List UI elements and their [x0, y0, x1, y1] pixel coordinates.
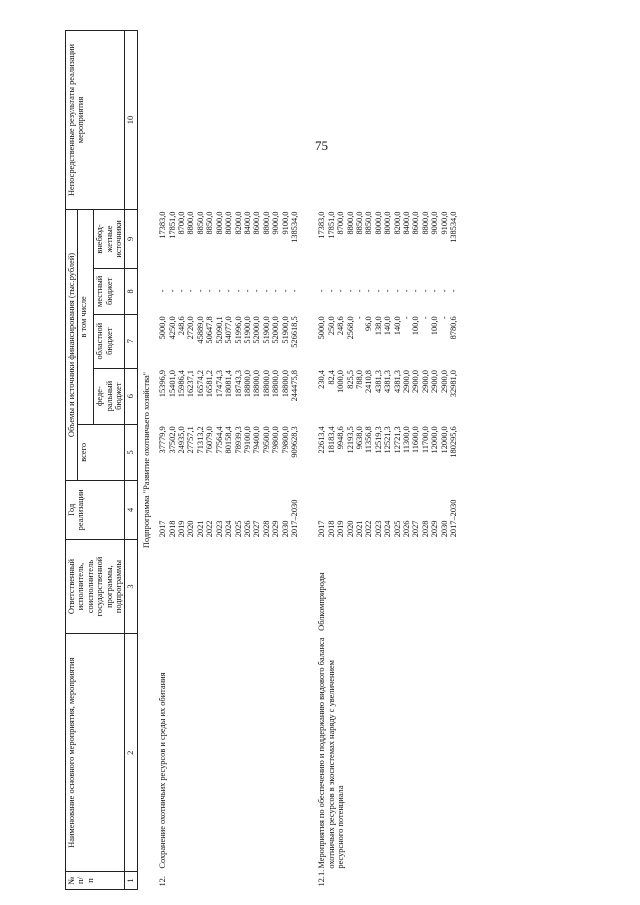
cell-value: 27757,1: [186, 426, 196, 454]
cell-value: 76079,0: [205, 426, 215, 454]
cell-value: -: [205, 289, 215, 293]
cell-value: 2023: [373, 520, 383, 538]
cell-value: 2410,8: [364, 370, 374, 394]
cell-value: 9000,0: [271, 211, 281, 235]
cell-value: 17851,0: [326, 211, 336, 239]
row-results: [157, 31, 300, 210]
cell-value: 15396,9: [158, 370, 168, 398]
row-executor: Облкомприроды: [317, 572, 327, 631]
cell-value: 82,4: [326, 370, 336, 385]
cell-value: 4250,0: [167, 316, 177, 340]
cell-value: 71313,2: [195, 426, 205, 454]
cell-value: 79500,0: [261, 426, 271, 454]
cell-value: -: [383, 289, 393, 293]
cell-value: 2900,0: [411, 370, 421, 394]
header-financing-group: Объемы и источники финансирования (тыс.рублей): [66, 210, 78, 481]
cell-value: 77564,4: [214, 426, 224, 454]
cell-value: 140,0: [392, 316, 402, 336]
cell-value: -: [373, 289, 383, 293]
cell-value: 2017–2030: [289, 499, 299, 538]
cell-value: 2900,0: [402, 370, 411, 394]
cell-value: -: [354, 289, 364, 293]
cell-value: 11700,0: [420, 426, 430, 454]
cell-value: 4381,3: [373, 370, 383, 394]
header-col-extra: внебюд-жетные источники: [94, 210, 125, 269]
cell-value: 8200,0: [233, 211, 243, 235]
cell-value: 2030: [439, 520, 449, 538]
header-col-name: Наименование основного мероприятия, мероприятия: [66, 634, 125, 872]
cell-value: 140,0: [383, 316, 393, 336]
cell-value: 15401,0: [167, 370, 177, 398]
cell-value: 250,0: [326, 316, 336, 336]
cell-value: 8000,0: [214, 211, 224, 235]
cell-value: 248,6: [177, 316, 187, 336]
cell-value: -: [214, 289, 224, 293]
cell-value: -: [177, 289, 187, 293]
cell-value: 50647,8: [205, 316, 215, 344]
cell-value: 79800,0: [280, 426, 290, 454]
financing-table: [65, 30, 459, 890]
cell-value: 2568,0: [345, 316, 355, 340]
cell-value: 12000,0: [430, 426, 440, 454]
cell-value: 12000,0: [439, 426, 449, 454]
cell-value: -: [345, 289, 355, 293]
cell-value: 2022: [205, 520, 215, 538]
cell-value: 18800,0: [280, 370, 290, 398]
cell-value: 8800,0: [261, 211, 271, 235]
col-index: 9: [125, 210, 137, 269]
cell-value: -: [242, 289, 252, 293]
cell-value: 18183,4: [326, 426, 336, 454]
cell-value: -: [439, 316, 449, 320]
cell-value: 9000,0: [430, 211, 440, 235]
cell-value: 37502,0: [167, 426, 177, 454]
row-executor: [157, 539, 300, 634]
cell-value: 8850,0: [364, 211, 374, 235]
col-index: 7: [125, 314, 137, 368]
cell-value: 2025: [392, 520, 402, 538]
cell-value: 8700,0: [177, 211, 187, 235]
cell-value: -: [252, 289, 262, 293]
cell-value: 79400,0: [252, 426, 262, 454]
row-extra: [157, 210, 300, 269]
cell-value: 51900,0: [261, 316, 271, 344]
cell-value: 2029: [271, 520, 281, 538]
cell-value: 12521,3: [383, 426, 393, 454]
cell-value: 79800,0: [271, 426, 281, 454]
cell-value: 80158,4: [224, 426, 234, 454]
cell-value: 8850,0: [205, 211, 215, 235]
header-number-row: [125, 31, 137, 890]
cell-value: -: [224, 289, 234, 293]
cell-value: 8400,0: [402, 211, 411, 235]
cell-value: 2029: [430, 520, 440, 538]
rotated-table-sheet: [65, 30, 605, 890]
cell-value: 11300,0: [402, 426, 411, 454]
table-body: [137, 31, 459, 890]
row-years: [157, 480, 300, 539]
row-results: [316, 31, 459, 210]
cell-value: -: [317, 289, 327, 293]
cell-value: -: [392, 289, 402, 293]
cell-value: 9638,0: [354, 426, 364, 450]
cell-value: 2017: [158, 520, 168, 538]
cell-value: -: [195, 289, 205, 293]
cell-value: 9100,0: [280, 211, 290, 235]
cell-value: 2720,0: [186, 316, 196, 340]
cell-value: 4381,3: [392, 370, 402, 394]
header-incl: в том числе: [78, 210, 94, 425]
row-total: [157, 424, 300, 480]
cell-value: 2023: [214, 520, 224, 538]
col-index: 1: [125, 872, 137, 890]
cell-value: 2024: [224, 520, 234, 538]
cell-value: 17851,0: [167, 211, 177, 239]
cell-value: 788,0: [354, 370, 364, 389]
header-col-year: Год реализации: [66, 480, 125, 539]
cell-value: -: [402, 289, 411, 293]
cell-value: 138,0: [373, 316, 383, 336]
cell-value: -: [326, 289, 336, 293]
cell-value: 138534,0: [449, 211, 459, 243]
cell-value: -: [364, 289, 374, 293]
cell-value: -: [158, 289, 168, 293]
cell-value: 18800,0: [261, 370, 271, 398]
cell-value: 8200,0: [392, 211, 402, 235]
cell-value: -: [354, 316, 364, 320]
cell-value: 2024: [383, 520, 393, 538]
header-col-num: № п/п: [66, 872, 125, 890]
cell-value: 8800,0: [345, 211, 355, 235]
cell-value: 18081,4: [224, 370, 234, 398]
cell-value: 2025: [233, 520, 243, 538]
cell-value: 11356,8: [364, 426, 374, 454]
cell-value: 526618,5: [289, 316, 299, 348]
cell-value: 15986,4: [177, 370, 187, 398]
table-header: [66, 31, 138, 890]
cell-value: -: [336, 289, 346, 293]
cell-value: 2026: [402, 520, 411, 538]
cell-value: 825,5: [345, 370, 355, 389]
cell-value: 2028: [261, 520, 271, 538]
cell-value: 12721,3: [392, 426, 402, 454]
cell-value: 2027: [252, 520, 262, 538]
cell-value: 138534,0: [289, 211, 299, 243]
cell-value: 8400,0: [242, 211, 252, 235]
cell-value: 2020: [345, 520, 355, 538]
cell-value: 8000,0: [383, 211, 393, 235]
header-col-total: всего: [78, 424, 125, 480]
cell-value: 17383,0: [317, 211, 327, 239]
header-col-local: местный бюджет: [94, 268, 125, 314]
cell-value: 8780,6: [449, 316, 459, 340]
cell-value: 2027: [411, 520, 421, 538]
cell-value: 5000,0: [158, 316, 168, 340]
cell-value: 2900,0: [430, 370, 440, 394]
cell-value: -: [430, 289, 440, 293]
row-local: [157, 268, 300, 314]
cell-value: 37779,9: [158, 426, 168, 454]
cell-value: 17383,0: [158, 211, 168, 239]
cell-value: -: [420, 316, 430, 320]
cell-value: 9948,6: [336, 426, 346, 450]
row-number: 12.: [158, 876, 168, 887]
cell-value: -: [271, 289, 281, 293]
cell-value: 22613,4: [317, 426, 327, 454]
col-index: 10: [125, 31, 137, 210]
cell-value: 248,6: [336, 316, 346, 336]
cell-value: 5000,0: [317, 316, 327, 340]
cell-value: 909628,3: [289, 426, 299, 458]
cell-value: 100,0: [430, 316, 440, 336]
col-index: 5: [125, 424, 137, 480]
row-name: Мероприятия по обеспечению и поддержанию видового баланса охотничьих ресурсов в экосистемах наряду с увеличением ресурсного потенциала: [317, 637, 346, 869]
cell-value: -: [420, 289, 430, 293]
col-index: 4: [125, 480, 137, 539]
cell-value: -: [402, 316, 411, 320]
cell-value: 2017: [317, 520, 327, 538]
cell-value: 16581,2: [205, 370, 215, 398]
header-col-results: Непосредственные результаты реализации мероприятия: [66, 31, 125, 210]
cell-value: 8600,0: [411, 211, 421, 235]
header-col-federal: феде-ральный бюджет: [94, 368, 125, 424]
row-name: Сохранение охотничьих ресурсов и среды их обитания: [158, 672, 168, 869]
table-row: [316, 31, 459, 890]
cell-value: 52000,0: [252, 316, 262, 344]
row-federal: [157, 368, 300, 424]
subprogram-title: Подпрограмма "Развитие охотничьего хозяйства": [141, 371, 151, 549]
cell-value: 8850,0: [354, 211, 364, 235]
cell-value: -: [261, 289, 271, 293]
cell-value: 2900,0: [420, 370, 430, 394]
cell-value: 8700,0: [336, 211, 346, 235]
cell-value: 45889,0: [195, 316, 205, 344]
cell-value: -: [167, 289, 177, 293]
cell-value: 2021: [195, 520, 205, 538]
cell-value: 2021: [354, 520, 364, 538]
row-local: [316, 268, 459, 314]
cell-value: 51900,0: [280, 316, 290, 344]
row-regional: [316, 314, 459, 368]
cell-value: 2900,0: [439, 370, 449, 394]
cell-value: 2020: [186, 520, 196, 538]
col-index: 8: [125, 268, 137, 314]
row-federal: [316, 368, 459, 424]
cell-value: -: [411, 289, 421, 293]
row-years: [316, 480, 459, 539]
cell-value: 8600,0: [252, 211, 262, 235]
cell-value: 18743,3: [233, 370, 243, 398]
header-col-executor: Ответственный исполнитель, соисполнитель государственной программы, подпрограммы: [66, 539, 125, 634]
cell-value: 2019: [177, 520, 187, 538]
col-index: 2: [125, 634, 137, 872]
table-row: [157, 31, 300, 890]
cell-value: 2018: [167, 520, 177, 538]
cell-value: 17474,3: [214, 370, 224, 398]
cell-value: -: [439, 289, 449, 293]
page-number: 75: [315, 138, 328, 153]
cell-value: -: [233, 289, 243, 293]
cell-value: 12519,3: [373, 426, 383, 454]
cell-value: 8000,0: [373, 211, 383, 235]
cell-value: 52090,1: [214, 316, 224, 344]
row-total: [316, 424, 459, 480]
cell-value: 51996,0: [233, 316, 243, 344]
cell-value: 52000,0: [271, 316, 281, 344]
cell-value: -: [280, 289, 290, 293]
cell-value: 24935,0: [177, 426, 187, 454]
cell-value: 4381,3: [383, 370, 393, 394]
cell-value: 2028: [420, 520, 430, 538]
col-index: 3: [125, 539, 137, 634]
cell-value: 16574,2: [195, 370, 205, 398]
cell-value: 1000,0: [336, 370, 346, 394]
cell-value: 11600,0: [411, 426, 421, 454]
row-extra: [316, 210, 459, 269]
cell-value: 230,4: [317, 370, 327, 389]
cell-value: 100,0: [411, 316, 421, 336]
header-col-regional: областной бюджет: [94, 314, 125, 368]
cell-value: 18800,0: [252, 370, 262, 398]
cell-value: 16237,1: [186, 370, 196, 398]
cell-value: 78939,3: [233, 426, 243, 454]
cell-value: 32981,0: [449, 370, 459, 398]
cell-value: 244475,8: [289, 370, 299, 402]
cell-value: -: [289, 289, 299, 293]
cell-value: 96,0: [364, 316, 374, 331]
cell-value: 2018: [326, 520, 336, 538]
cell-value: 2017–2030: [449, 499, 459, 538]
row-regional: [157, 314, 300, 368]
cell-value: 2026: [242, 520, 252, 538]
cell-value: 79100,0: [242, 426, 252, 454]
cell-value: 9100,0: [439, 211, 449, 235]
cell-value: 18800,0: [242, 370, 252, 398]
cell-value: -: [449, 289, 459, 293]
cell-value: 8850,0: [195, 211, 205, 235]
cell-value: 8000,0: [224, 211, 234, 235]
cell-value: -: [186, 289, 196, 293]
cell-value: 54077,0: [224, 316, 234, 344]
cell-value: 2019: [336, 520, 346, 538]
cell-value: 8800,0: [420, 211, 430, 235]
cell-value: 8800,0: [186, 211, 196, 235]
cell-value: 18800,0: [271, 370, 281, 398]
row-number: 12.1.: [317, 869, 327, 887]
cell-value: 180295,6: [449, 426, 459, 458]
cell-value: 51900,0: [242, 316, 252, 344]
cell-value: 12193,5: [345, 426, 355, 454]
col-index: 6: [125, 368, 137, 424]
cell-value: 2022: [364, 520, 374, 538]
cell-value: 2030: [280, 520, 290, 538]
